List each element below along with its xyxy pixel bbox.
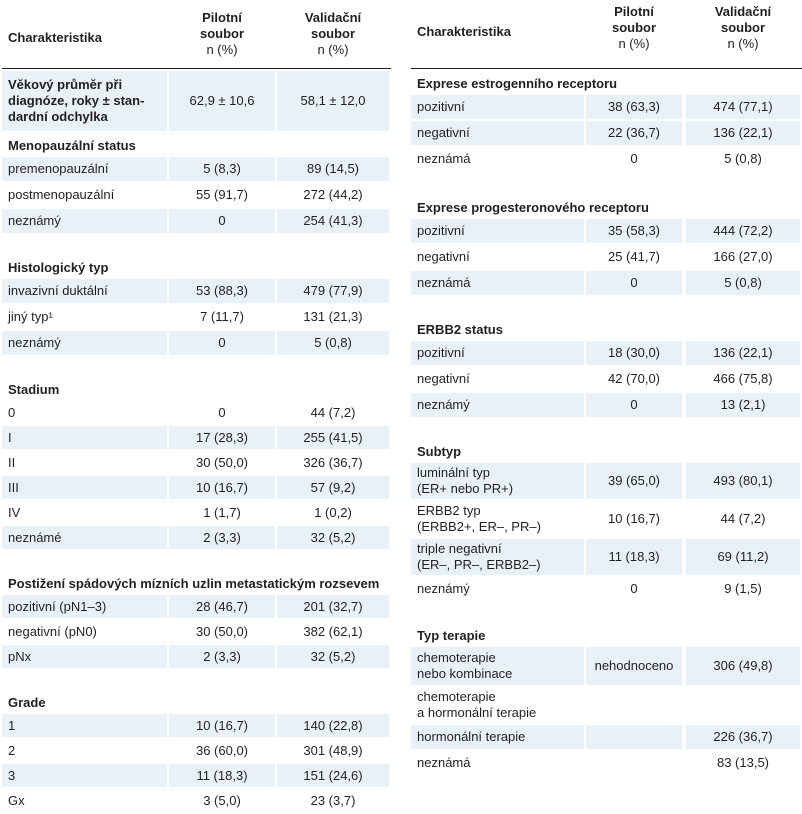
table-row <box>2 714 391 739</box>
pilot-value: 0 <box>630 151 638 166</box>
pilot-value: 10 (16,7) <box>169 476 275 499</box>
pilot-value: 62,9 ± 10,6 <box>169 71 275 131</box>
validation-value: 255 (41,5) <box>277 426 389 449</box>
row-label-line1: chemoterapie <box>417 689 496 704</box>
table-row <box>2 476 391 501</box>
validation-value: 83 (13,5) <box>716 755 770 770</box>
right-table-header <box>411 0 802 69</box>
header-validation-line2: soubor <box>310 26 356 41</box>
row-label-line: Věkový průměr při <box>8 77 123 92</box>
header-validation-unit: n (%) <box>317 42 349 57</box>
pilot-value: 55 (91,7) <box>195 187 249 202</box>
table-row <box>411 647 802 687</box>
pilot-value: 39 (65,0) <box>586 463 682 499</box>
row-label <box>411 751 584 775</box>
table-row <box>2 331 391 357</box>
table-row <box>2 645 391 670</box>
validation-value: 32 (5,2) <box>277 526 389 549</box>
row-label: negativní <box>417 249 470 264</box>
row-label: II <box>8 454 16 470</box>
row-label: pozitivní <box>411 219 584 243</box>
pilot-value: 18 (30,0) <box>586 341 682 365</box>
pilot-value: 36 (60,0) <box>195 742 249 758</box>
row-label: invazivní duktální <box>2 279 167 303</box>
table-row <box>2 739 391 764</box>
table-row <box>2 789 391 814</box>
header-pilot-unit: n (%) <box>618 36 650 51</box>
header-pilot-line1: Pilotní <box>614 4 654 19</box>
header-validation-line1: Validační <box>714 4 772 19</box>
right-table <box>411 0 802 777</box>
row-label <box>411 463 584 499</box>
validation-value: 57 (9,2) <box>277 476 389 499</box>
table-row <box>2 526 391 551</box>
pilot-value: 0 <box>630 581 638 596</box>
left-table-header <box>2 0 391 69</box>
validation-value: 5 (0,8) <box>724 151 762 166</box>
pilot-value: 5 (8,3) <box>169 157 275 181</box>
pilot-value: 2 (3,3) <box>169 645 275 668</box>
pilot-value: 1 (1,7) <box>203 504 241 520</box>
validation-value: 32 (5,2) <box>277 645 389 668</box>
section-title: Exprese progesteronového receptoru <box>417 200 649 215</box>
validation-value: 5 (0,8) <box>686 271 800 295</box>
table-row <box>411 725 802 751</box>
pilot-value <box>586 687 682 723</box>
row-label: 2 <box>8 742 16 758</box>
row-label: 1 <box>2 714 167 737</box>
validation-value: 306 (49,8) <box>686 647 800 685</box>
validation-value: 226 (36,7) <box>686 725 800 749</box>
row-label: Gx <box>8 792 25 808</box>
validation-value: 69 (11,2) <box>686 539 800 575</box>
pilot-value: 10 (16,7) <box>607 511 661 526</box>
table-row <box>2 279 391 305</box>
section-title: ERBB2 status <box>417 322 503 337</box>
table-row <box>411 121 802 147</box>
validation-value: 58,1 ± 12,0 <box>277 71 389 131</box>
header-pilot-line1: Pilotní <box>202 10 242 25</box>
table-row <box>2 157 391 183</box>
row-label: neznámý <box>2 209 167 233</box>
row-label <box>411 725 584 749</box>
validation-value: 23 (3,7) <box>310 792 356 808</box>
table-row <box>411 271 802 297</box>
validation-value: 140 (22,8) <box>277 714 389 737</box>
validation-value: 44 (7,2) <box>310 404 356 420</box>
row-label-line1: luminální typ <box>417 465 490 480</box>
row-label: I <box>2 426 167 449</box>
row-label: III <box>2 476 167 499</box>
validation-value: 493 (80,1) <box>686 463 800 499</box>
header-pilot-line2: soubor <box>199 26 245 41</box>
pilot-value: 3 (5,0) <box>203 792 241 808</box>
validation-value: 1 (0,2) <box>314 504 352 520</box>
header-characteristic: Charakteristika <box>8 30 102 45</box>
table-row <box>2 595 391 620</box>
pilot-value: 25 (41,7) <box>607 249 661 264</box>
row-label: 3 <box>2 764 167 787</box>
table-row <box>411 751 802 777</box>
pilot-value: 0 <box>586 393 682 417</box>
row-label: pNx <box>2 645 167 668</box>
table-row <box>411 367 802 393</box>
validation-value: 474 (77,1) <box>686 95 800 119</box>
table-row-age <box>2 71 391 133</box>
row-label: 0 <box>8 404 16 420</box>
row-label-line2: (ER–, PR–, ERBB2–) <box>417 557 541 572</box>
section-title: Grade <box>8 695 46 710</box>
validation-value: 151 (24,6) <box>277 764 389 787</box>
pilot-value: 28 (46,7) <box>169 595 275 618</box>
table-row <box>411 687 802 725</box>
table-row <box>411 245 802 271</box>
row-label-line1: neznámá <box>417 755 471 770</box>
pilot-value: 35 (58,3) <box>586 219 682 243</box>
validation-value: 166 (27,0) <box>713 249 773 264</box>
row-label <box>411 577 584 601</box>
pilot-value: 11 (18,3) <box>169 764 275 787</box>
row-label: jiný typ¹ <box>8 309 53 324</box>
header-characteristic: Charakteristika <box>417 24 511 39</box>
header-validation-line2: soubor <box>720 20 766 35</box>
section-title: Typ terapie <box>417 628 486 643</box>
validation-value: 444 (72,2) <box>686 219 800 243</box>
header-pilot-unit: n (%) <box>206 42 238 57</box>
header-pilot-line2: soubor <box>611 20 657 35</box>
validation-value: 479 (77,9) <box>277 279 389 303</box>
row-label: pozitivní <box>411 341 584 365</box>
table-row <box>411 147 802 173</box>
row-label-line1: ERBB2 typ <box>417 503 481 518</box>
pilot-value: 30 (50,0) <box>195 454 249 470</box>
row-label-line1: neznámý <box>417 581 470 596</box>
validation-value <box>686 687 800 723</box>
header-rule <box>2 68 391 69</box>
row-label <box>411 687 584 723</box>
row-label: IV <box>8 504 21 520</box>
validation-value: 201 (32,7) <box>277 595 389 618</box>
row-label-line: diagnóze, roky ± stan- <box>8 93 145 108</box>
header-validation-line1: Validační <box>304 10 362 25</box>
pilot-value <box>586 751 682 775</box>
pilot-value: 42 (70,0) <box>607 371 661 386</box>
row-label: pozitivní (pN1–3) <box>2 595 167 618</box>
row-label-line1: hormonální terapie <box>417 729 526 744</box>
row-label: neznámé <box>2 526 167 549</box>
validation-value: 326 (36,7) <box>303 454 363 470</box>
table-row <box>2 451 391 476</box>
section-title: Subtyp <box>417 444 462 459</box>
validation-value: 131 (21,3) <box>303 309 363 324</box>
pilot-value: 53 (88,3) <box>169 279 275 303</box>
row-label: neznámá <box>417 151 471 166</box>
row-label: negativní (pN0) <box>8 623 97 639</box>
table-row <box>2 620 391 645</box>
right-table-body <box>411 69 802 777</box>
pilot-value: 0 <box>169 209 275 233</box>
header-pilot <box>169 10 275 58</box>
row-label <box>411 501 584 537</box>
left-table <box>2 0 391 814</box>
table-row <box>411 393 802 419</box>
row-label: neznámá <box>411 271 584 295</box>
table-row <box>411 341 802 367</box>
header-validation <box>686 4 800 52</box>
header-rule <box>411 68 802 69</box>
table-row <box>411 577 802 603</box>
table-row <box>2 426 391 451</box>
pilot-value: 11 (18,3) <box>586 539 682 575</box>
table-row <box>2 764 391 789</box>
row-label-line: dardní odchylka <box>8 109 108 124</box>
row-label-line2: (ER+ nebo PR+) <box>417 481 514 496</box>
pilot-value: 38 (63,3) <box>586 95 682 119</box>
validation-value: 44 (7,2) <box>720 511 766 526</box>
validation-value: 254 (41,3) <box>277 209 389 233</box>
table-row <box>411 95 802 121</box>
header-validation <box>277 10 389 58</box>
validation-value: 466 (75,8) <box>713 371 773 386</box>
validation-value: 136 (22,1) <box>686 121 800 145</box>
row-label-line2: a hormonální terapie <box>417 705 537 720</box>
section-title: Exprese estrogenního receptoru <box>417 76 618 91</box>
row-label: neznámý <box>2 331 167 355</box>
row-label: postmenopauzální <box>8 187 115 202</box>
row-label <box>411 647 584 685</box>
validation-value: 13 (2,1) <box>686 393 800 417</box>
table-row <box>2 183 391 209</box>
row-label <box>411 539 584 575</box>
table-row <box>411 463 802 501</box>
section-title: Menopauzální status <box>8 138 136 153</box>
table-row <box>411 219 802 245</box>
pilot-value: 30 (50,0) <box>195 623 249 639</box>
pilot-value <box>586 725 682 749</box>
pilot-value: 7 (11,7) <box>200 309 244 324</box>
pilot-value: 22 (36,7) <box>586 121 682 145</box>
validation-value: 5 (0,8) <box>277 331 389 355</box>
table-row <box>2 401 391 426</box>
row-label <box>2 71 167 131</box>
section-title: Stadium <box>8 382 60 397</box>
pilot-value: 2 (3,3) <box>169 526 275 549</box>
pilot-value: 0 <box>169 331 275 355</box>
row-label: negativní <box>417 371 470 386</box>
row-label: neznámý <box>411 393 584 417</box>
row-label-line2: (ERBB2+, ER–, PR–) <box>417 519 541 534</box>
row-label-line1: chemoterapie <box>417 650 496 665</box>
validation-value: 89 (14,5) <box>277 157 389 181</box>
pilot-value: 10 (16,7) <box>169 714 275 737</box>
table-row <box>411 539 802 577</box>
pilot-value: 17 (28,3) <box>169 426 275 449</box>
table-row <box>2 501 391 526</box>
row-label: negativní <box>411 121 584 145</box>
row-label: premenopauzální <box>2 157 167 181</box>
left-table-body <box>2 69 391 814</box>
table-row <box>411 501 802 539</box>
row-label: pozitivní <box>411 95 584 119</box>
table-row <box>2 305 391 331</box>
validation-value: 272 (44,2) <box>303 187 363 202</box>
pilot-value: 0 <box>586 271 682 295</box>
pilot-value: 0 <box>218 404 226 420</box>
row-label-line2: nebo kombinace <box>417 666 513 681</box>
validation-value: 9 (1,5) <box>724 581 762 596</box>
section-title: Postižení spádových mízních uzlin metastatickým rozsevem <box>8 576 380 591</box>
validation-value: 382 (62,1) <box>303 623 363 639</box>
row-label-line1: triple negativní <box>417 541 502 556</box>
validation-value: 301 (48,9) <box>303 742 363 758</box>
header-pilot <box>586 4 682 52</box>
section-title: Histologický typ <box>8 260 109 275</box>
header-validation-unit: n (%) <box>727 36 759 51</box>
table-row <box>2 209 391 235</box>
pilot-value: nehodnoceno <box>586 647 682 685</box>
validation-value: 136 (22,1) <box>686 341 800 365</box>
